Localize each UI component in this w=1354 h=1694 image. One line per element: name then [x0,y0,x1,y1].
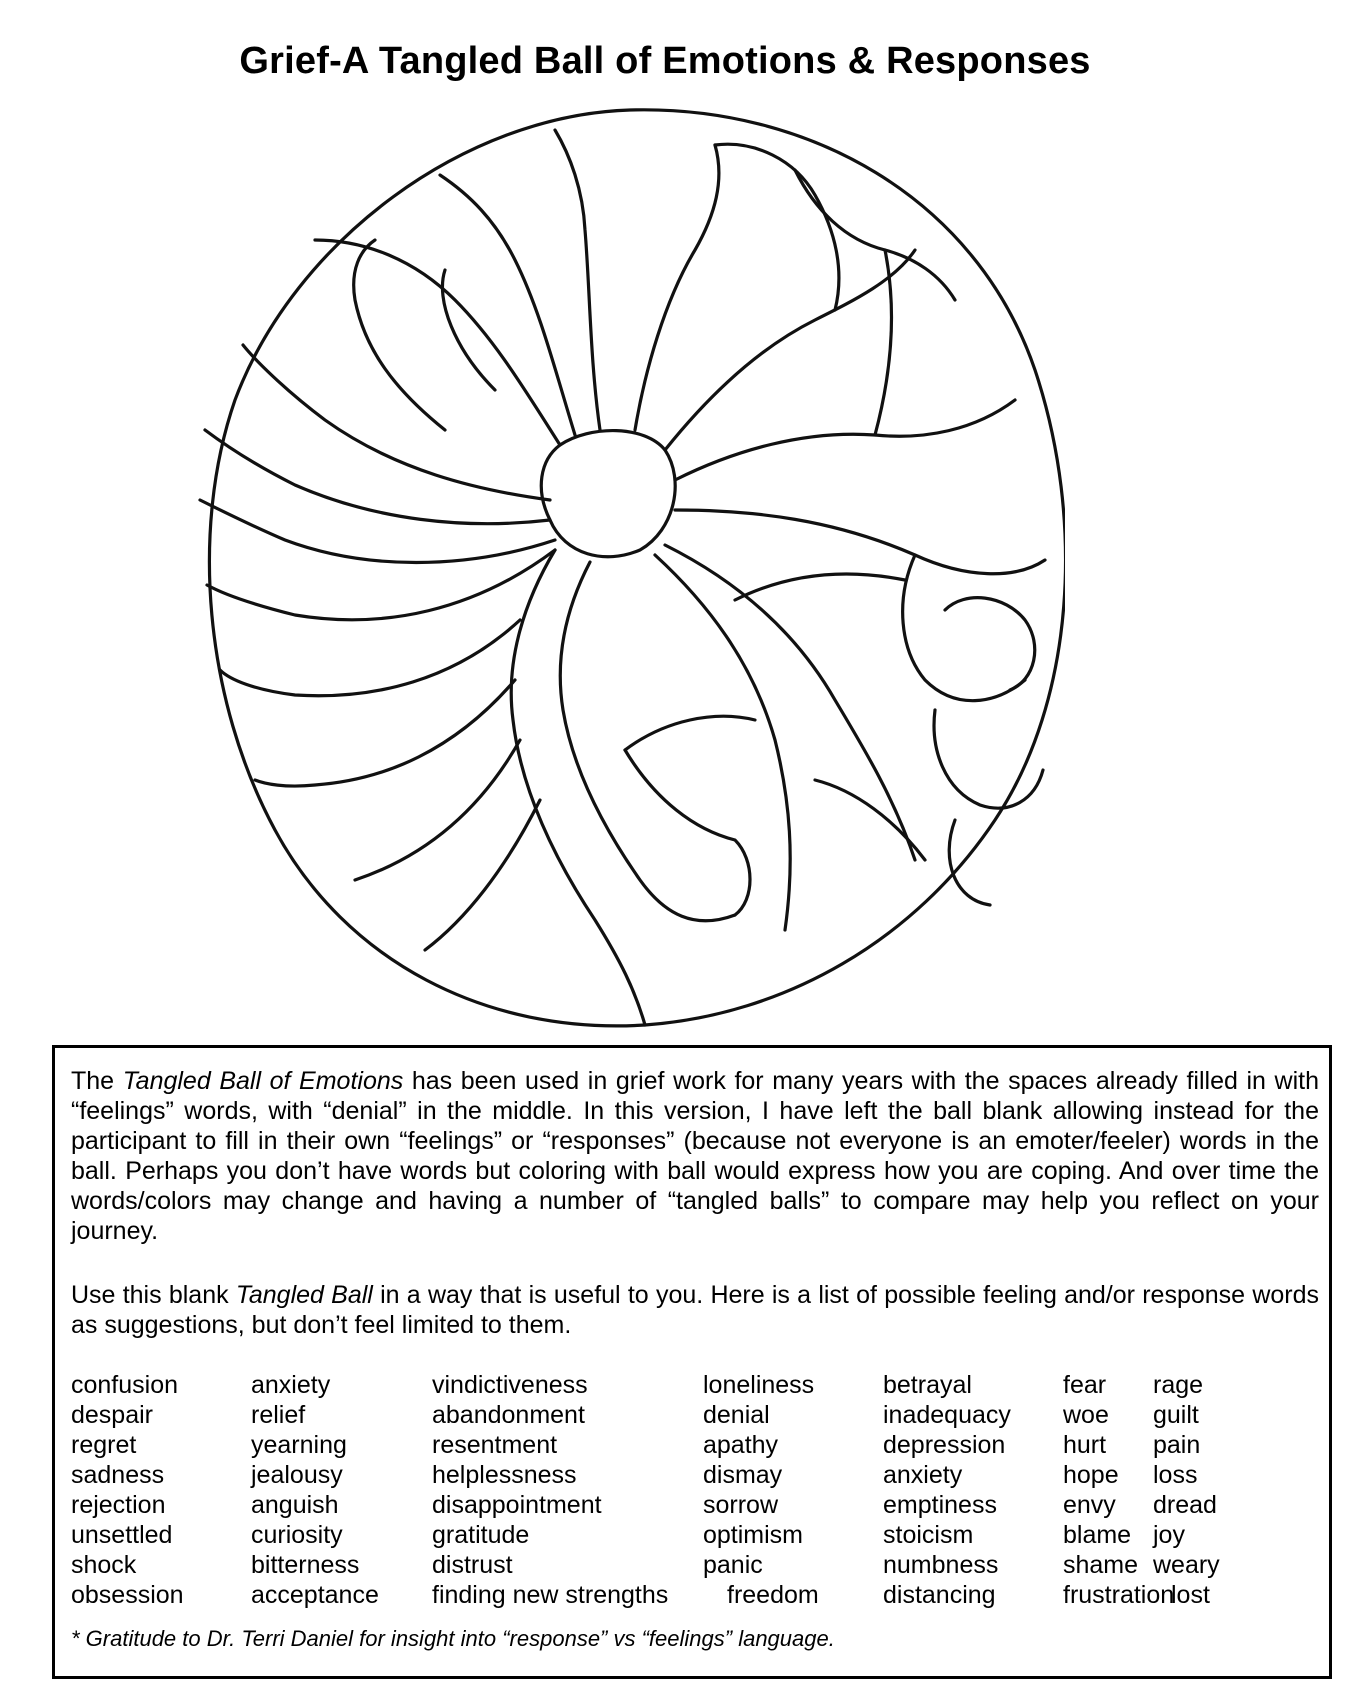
word-item: resentment [432,1431,558,1459]
word-column-7 [1153,1370,1220,1610]
word-item: optimism [703,1521,804,1549]
word-item: lost [1171,1581,1210,1609]
word-item: weary [1153,1551,1220,1579]
word-item: stoicism [883,1521,974,1549]
word-item: depression [883,1431,1006,1459]
word-item: relief [251,1401,306,1429]
usage-italic-title: Tangled Ball [235,1281,373,1309]
word-item: sorrow [703,1491,779,1519]
word-item: distancing [883,1581,996,1609]
word-item: yearning [251,1431,347,1459]
footnote: * Gratitude to Dr. Terri Daniel for insight into “response” vs “feelings” language. [71,1626,835,1651]
word-item: disappointment [432,1491,602,1519]
word-item: joy [1153,1521,1185,1549]
word-column-2 [251,1370,379,1610]
word-item: dread [1153,1491,1217,1519]
word-item: curiosity [251,1521,343,1549]
word-item: shock [71,1551,137,1579]
word-item: helplessness [432,1461,577,1489]
word-item: anxiety [251,1371,331,1399]
word-item: confusion [71,1371,179,1399]
word-item: finding new strengths [432,1581,669,1609]
word-item: inadequacy [883,1401,1011,1429]
word-item: regret [71,1431,137,1459]
word-item: acceptance [251,1581,379,1609]
word-item: blame [1063,1521,1132,1549]
word-item: gratitude [432,1521,530,1549]
word-item: distrust [432,1551,513,1579]
word-item: envy [1063,1491,1116,1519]
intro-paragraph [71,1066,1319,1246]
word-column-5 [883,1370,1011,1610]
word-item: dismay [703,1461,783,1489]
word-column-4 [703,1370,819,1610]
word-item: jealousy [251,1461,343,1489]
word-item: loss [1153,1461,1198,1489]
word-item: apathy [703,1431,779,1459]
word-item: bitterness [251,1551,360,1579]
word-item: woe [1063,1401,1109,1429]
word-column-3 [432,1370,668,1610]
word-item: rejection [71,1491,166,1519]
word-item: shame [1063,1551,1139,1579]
word-item: panic [703,1551,763,1579]
word-item: hurt [1063,1431,1107,1459]
word-item: loneliness [703,1371,815,1399]
word-item: obsession [71,1581,184,1609]
intro-text-start: The [71,1067,123,1095]
word-item: denial [703,1401,770,1429]
word-list [71,1370,1319,1610]
word-column-1 [71,1370,184,1610]
info-box [52,1045,1332,1679]
tangled-ball-illustration [195,100,1065,1040]
word-item: betrayal [883,1371,972,1399]
intro-italic-title: Tangled Ball of Emotions [122,1067,404,1095]
usage-paragraph [71,1280,1319,1340]
word-item: vindictiveness [432,1371,588,1399]
word-item: hope [1063,1461,1119,1489]
word-item: fear [1063,1371,1107,1399]
word-item: sadness [71,1461,165,1489]
word-item: despair [71,1401,153,1429]
word-item: rage [1153,1371,1204,1399]
word-item: unsettled [71,1521,173,1549]
word-item: emptiness [883,1491,997,1519]
intro-text-rest: has been used in grief work for many years with the spaces already filled in with “feelings” words, with “denial” in the middle. In this version, I have left the ball blank allowing instead for the participant to fill in their own “feelings” or “responses” (because not everyone is an emoter/feeler) words in the ball. Perhaps you don’t have words but coloring with ball would express how you are coping. And over time the words/colors may change and having a number of “tangled balls” to compare may help you reflect on your journey. [71,1067,1319,1245]
word-item: frustration [1063,1581,1175,1609]
word-item: pain [1153,1431,1201,1459]
page-title: Grief-A Tangled Ball of Emotions & Responses [239,40,1091,82]
word-item: guilt [1153,1401,1199,1429]
word-item: abandonment [432,1401,585,1429]
word-item: anxiety [883,1461,963,1489]
word-item: anguish [251,1491,339,1519]
usage-text-rest: in a way that is useful to you. Here is a list of possible feeling and/or response words as suggestions, but don’t feel limited to them. [71,1281,1320,1339]
word-item: freedom [727,1581,819,1609]
word-item: numbness [883,1551,999,1579]
usage-text-start: Use this blank [71,1281,236,1309]
